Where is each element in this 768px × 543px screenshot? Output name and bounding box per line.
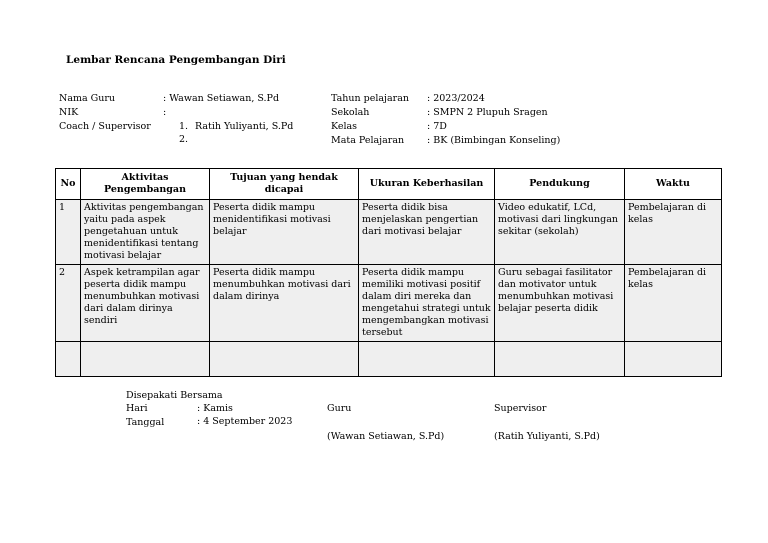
coach-label: Coach / Supervisor	[59, 121, 151, 132]
table-cell: Guru sebagai fasilitator dan motivator untuk menumbuhkan motivasi belajar peserta didik	[495, 265, 625, 342]
table-cell: Pembelajaran di kelas	[625, 200, 722, 265]
guru-label: Nama Guru	[59, 93, 116, 104]
coach-2-number: 2.	[179, 134, 189, 145]
header-pendukung: Pendukung	[495, 169, 625, 200]
guru-signature-name: (Wawan Setiawan, S.Pd)	[327, 431, 445, 442]
coach-1-name: Ratih Yuliyanti, S.Pd	[195, 121, 294, 132]
sekolah-value: : SMPN 2 Plupuh Sragen	[427, 107, 548, 118]
table-cell: Video edukatif, LCd, motivasi dari lingkungan sekitar (sekolah)	[495, 200, 625, 265]
nik-value: :	[163, 107, 167, 118]
header-ukuran: Ukuran Keberhasilan	[359, 169, 495, 200]
kelas-value: : 7D	[427, 121, 447, 132]
table-cell: Peserta didik mampu menumbuhkan motivasi dari dalam dirinya	[210, 265, 359, 342]
table-cell: Peserta didik mampu menidentifikasi motivasi belajar	[210, 200, 359, 265]
sekolah-label: Sekolah	[331, 107, 370, 118]
table-cell	[495, 342, 625, 377]
header-tujuan: Tujuan yang hendak dicapai	[210, 169, 359, 200]
table-cell: Aktivitas pengembangan yaitu pada aspek pengetahuan untuk menidentifikasi tentang motivasi belajar	[81, 200, 210, 265]
guru-signature-label: Guru	[327, 403, 352, 414]
hari-value: : Kamis	[197, 403, 233, 414]
tanggal-label: Tanggal	[126, 417, 165, 428]
tahun-label: Tahun pelajaran	[331, 93, 409, 104]
header-aktivitas: Aktivitas Pengembangan	[81, 169, 210, 200]
table-cell: 1	[56, 200, 81, 265]
coach-1-number: 1.	[179, 121, 189, 132]
nik-label: NIK	[59, 107, 79, 118]
table-cell: 2	[56, 265, 81, 342]
document-title: Lembar Rencana Pengembangan Diri	[66, 54, 286, 66]
hari-label: Hari	[126, 403, 148, 414]
table-row	[56, 265, 722, 342]
supervisor-signature-label: Supervisor	[494, 403, 547, 414]
table-cell	[210, 342, 359, 377]
table-cell: Pembelajaran di kelas	[625, 265, 722, 342]
tanggal-value: : 4 September 2023	[197, 416, 293, 427]
tahun-value: : 2023/2024	[427, 93, 485, 104]
table-cell	[359, 342, 495, 377]
table-cell: Peserta didik bisa menjelaskan pengertian dari motivasi belajar	[359, 200, 495, 265]
table-cell	[625, 342, 722, 377]
header-no: No	[56, 169, 81, 200]
table-cell: Aspek ketrampilan agar peserta didik mampu menumbuhkan motivasi dari dalam dirinya sendiri	[81, 265, 210, 342]
development-plan-table	[55, 168, 722, 377]
table-cell: Peserta didik mampu memiliki motivasi positif dalam diri mereka dan mengetahui strategi untuk mengembangkan motivasi tersebut	[359, 265, 495, 342]
table-cell	[81, 342, 210, 377]
table-row	[56, 200, 722, 265]
kelas-label: Kelas	[331, 121, 358, 132]
guru-value: : Wawan Setiawan, S.Pd	[163, 93, 280, 104]
header-waktu: Waktu	[625, 169, 722, 200]
supervisor-signature-name: (Ratih Yuliyanti, S.Pd)	[494, 431, 600, 442]
mapel-value: : BK (Bimbingan Konseling)	[427, 135, 561, 146]
disepakati-label: Disepakati Bersama	[126, 390, 223, 401]
table-header-row	[56, 169, 722, 200]
table-cell	[56, 342, 81, 377]
mapel-label: Mata Pelajaran	[331, 135, 405, 146]
table-row	[56, 342, 722, 377]
